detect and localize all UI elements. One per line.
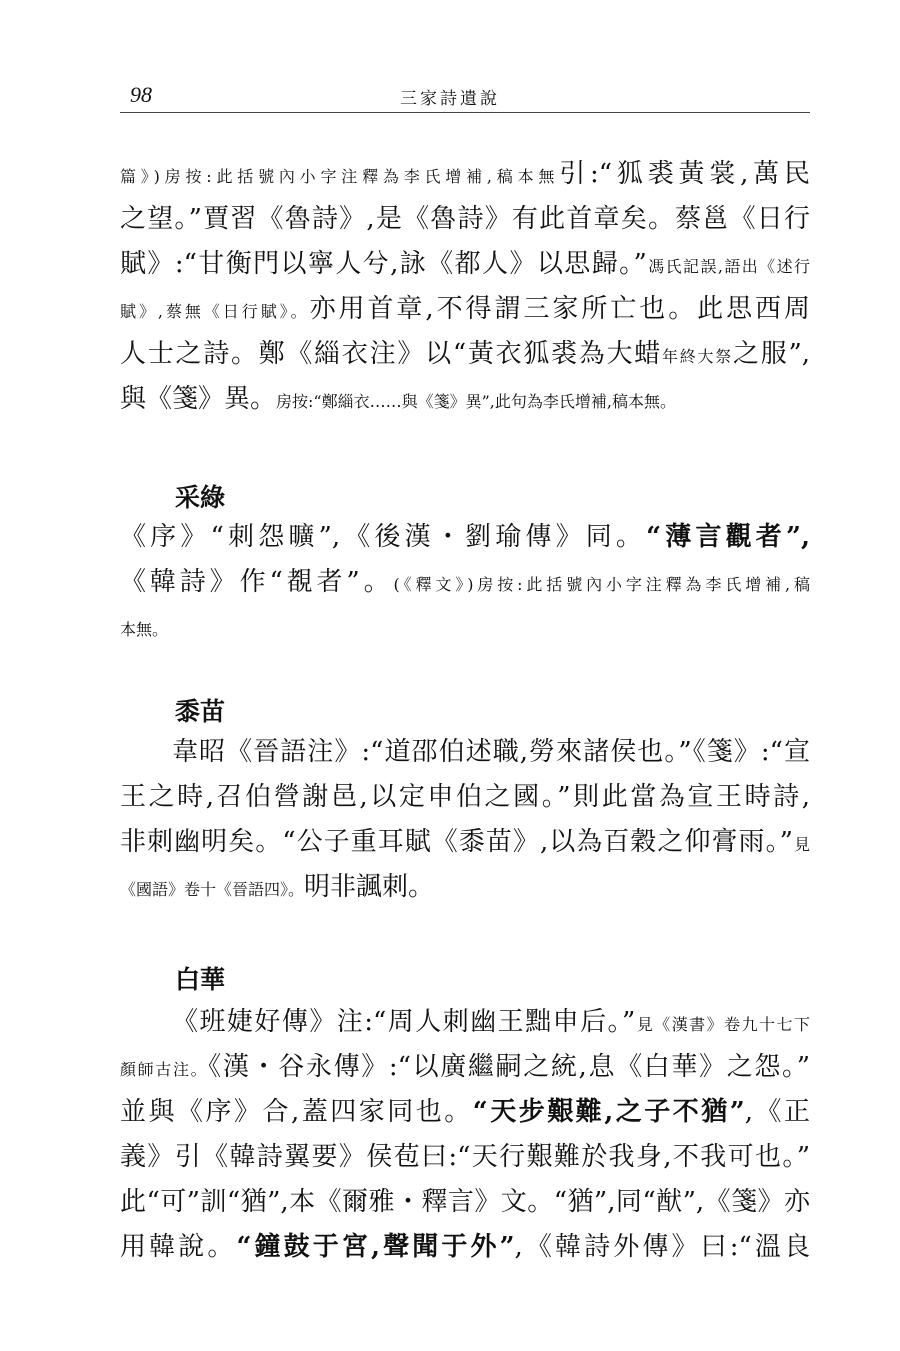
text-run: 用韓說。	[120, 1232, 237, 1262]
text-run: 與《箋》異。	[120, 384, 277, 414]
text-line	[120, 605, 810, 650]
text-line: 王之時,召伯營謝邑,以定申伯之國。”則此當為宣王時詩,	[120, 782, 810, 812]
section-title: 黍苗	[175, 697, 226, 726]
small-note: (《釋文》)房按:此括號內小字注釋為李氏增補,稿	[393, 575, 810, 594]
page-number: 98	[130, 82, 152, 107]
small-note: 年終大祭	[662, 347, 733, 366]
text-run: 亦用首章,不得謂三家所亡也。此思西周	[309, 294, 811, 324]
text-run: 明非諷刺。	[304, 872, 435, 902]
text-run: 賦》:“甘衡門以寧人兮,詠《都人》以思歸。”	[120, 249, 647, 279]
text-line	[120, 1225, 810, 1270]
small-note: 房按:“鄭緇衣……與《箋》異”,此句為李氏增補,稿本無。	[276, 392, 676, 411]
small-note: 見	[792, 835, 810, 854]
text-line	[120, 1045, 810, 1090]
bold-quote: “鐘鼓于宮,聲聞于外”	[236, 1232, 515, 1262]
text-run: ,《韓詩外傳》曰:“溫良	[514, 1232, 810, 1262]
text-line	[120, 515, 810, 560]
text-line	[120, 287, 810, 332]
text-run: 之服”,	[732, 339, 810, 369]
text-run: 非刺幽明矣。“公子重耳賦《黍苗》,以為百穀之仰膏雨。”	[120, 827, 793, 857]
small-note: 《國語》卷十《晉語四》。	[120, 880, 305, 899]
text-line	[120, 242, 810, 287]
text-run: 《韓詩》作“覩者”。	[120, 567, 394, 597]
text-line: 之望。”賈習《魯詩》,是《魯詩》有此首章矣。蔡邕《日行	[120, 204, 810, 234]
section-paragraph	[120, 1000, 810, 1270]
bold-quote: “天步艱難,之子不猶”	[472, 1097, 745, 1127]
text-line: 此“可”訓“猶”,本《爾雅・釋言》文。“猶”,同“猷”,《箋》亦	[120, 1187, 810, 1217]
bold-quote: “薄言觀者”,	[646, 522, 810, 552]
text-line: 韋昭《晉語注》:“道邵伯述職,勞來諸侯也。”《箋》:“宣	[172, 737, 810, 767]
continuation-paragraph	[120, 152, 810, 422]
small-note: 賦》,蔡無《日行賦》。	[120, 302, 310, 321]
section-title: 白華	[175, 965, 226, 994]
text-line: 義》引《韓詩翼要》侯苞曰:“天行艱難於我身,不我可也。”	[120, 1142, 810, 1172]
text-run: 《序》“刺怨曠”,《後漢・劉瑜傳》同。	[120, 522, 647, 552]
text-run: ,《正	[744, 1097, 810, 1127]
section-paragraph	[120, 515, 810, 650]
text-run: 並與《序》合,蓋四家同也。	[120, 1097, 473, 1127]
small-note: 本無。	[120, 620, 169, 639]
text-line	[120, 1090, 810, 1135]
small-note: 馮氏記誤,語出《述行	[646, 257, 810, 276]
text-run: 《班婕好傳》注:“周人刺幽王黜申后。”	[172, 1007, 636, 1037]
small-note: 顏師古注。	[120, 1060, 209, 1079]
text-line	[120, 152, 810, 197]
text-run: 引:“狐裘黃裳,萬民	[559, 159, 810, 189]
section-title: 采綠	[175, 483, 226, 512]
text-line	[120, 865, 810, 910]
text-run: 《漢・谷永傳》:“以廣繼嗣之統,息《白華》之怨。”	[208, 1052, 810, 1082]
text-run: 人士之詩。鄭《緇衣注》以“黃衣狐裘為大蜡	[120, 339, 663, 369]
small-note: 篇》)房按:此括號內小字注釋為李氏增補,稿本無	[120, 167, 560, 186]
text-line	[120, 820, 810, 865]
text-line	[120, 332, 810, 377]
text-line	[120, 1000, 810, 1045]
header-rule	[120, 112, 810, 113]
text-line	[120, 560, 810, 605]
text-line	[120, 377, 810, 422]
section-paragraph	[120, 730, 810, 910]
running-title: 三家詩遺說	[400, 89, 500, 109]
small-note: 見《漢書》卷九十七下	[635, 1015, 810, 1034]
